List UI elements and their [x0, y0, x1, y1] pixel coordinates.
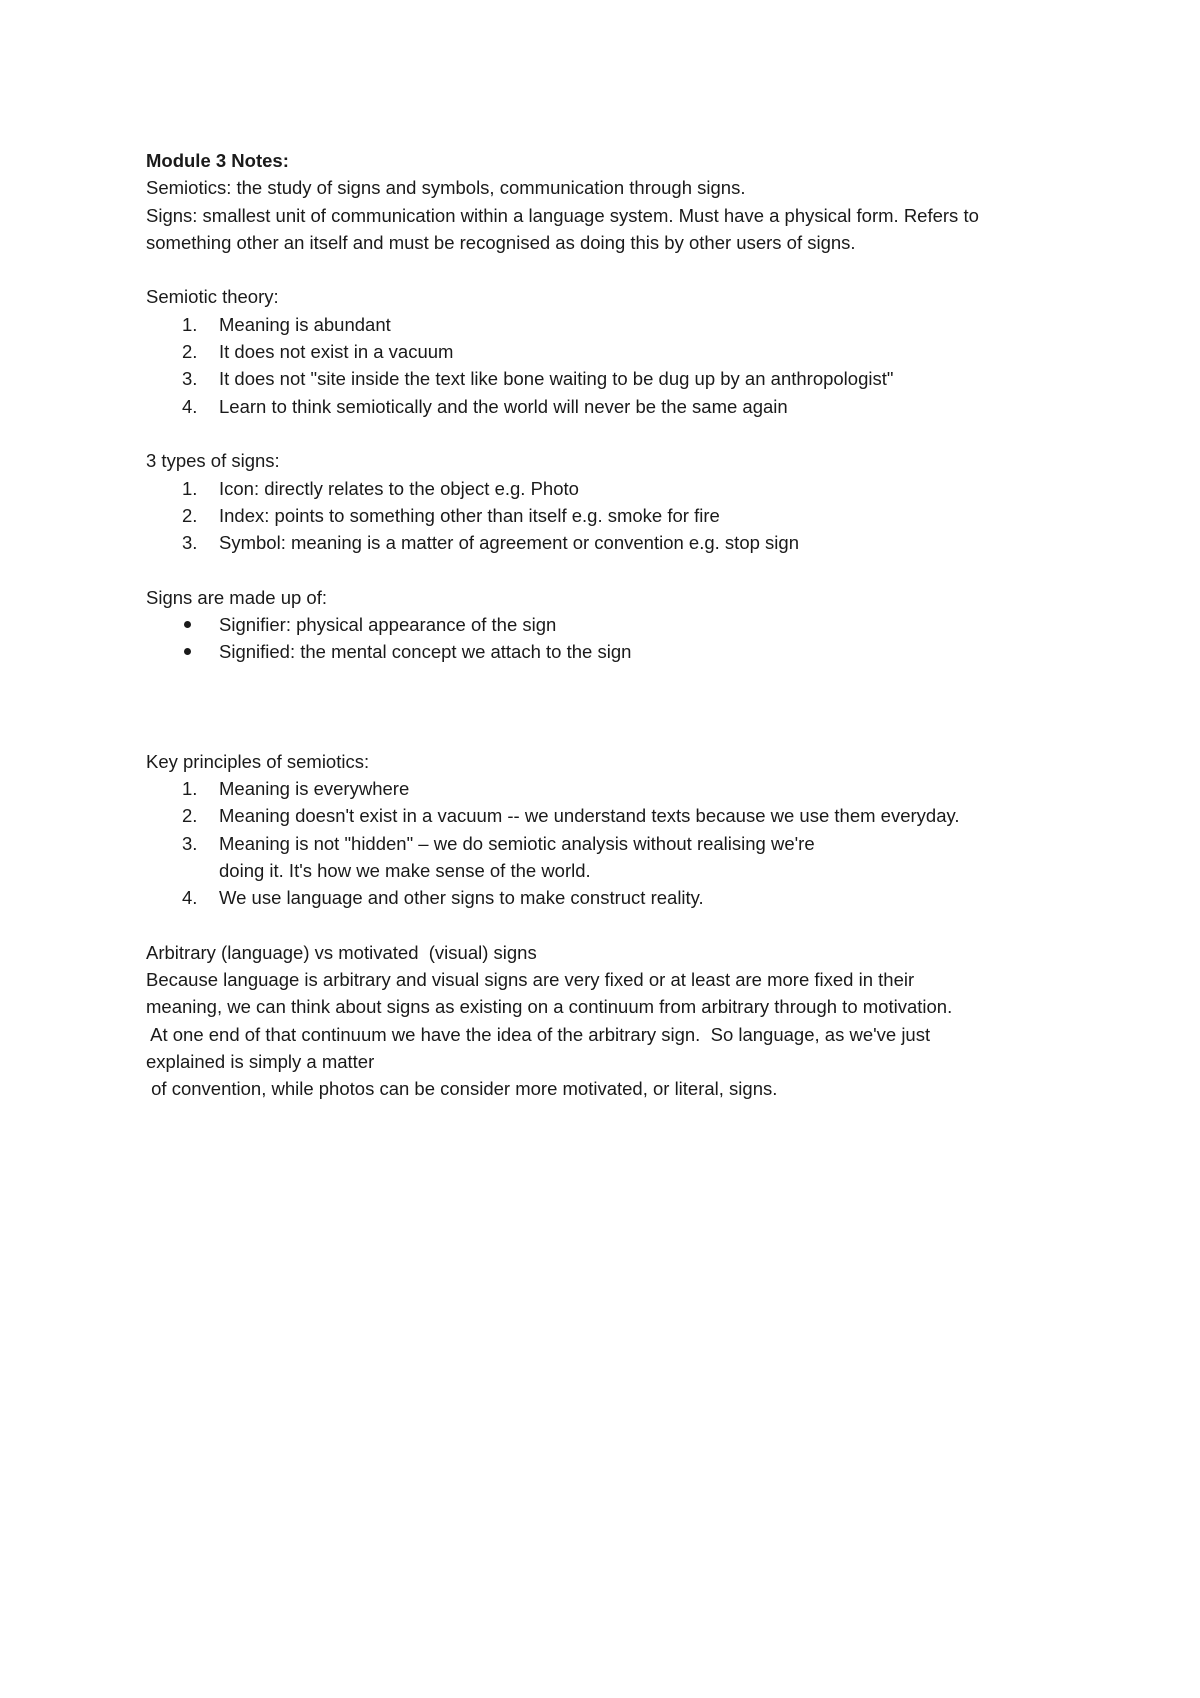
list-item — [146, 311, 1080, 338]
intro-line: something other an itself and must be recognised as doing this by other users of signs. — [146, 231, 856, 253]
list-item-text: Meaning is not "hidden" – we do semiotic analysis without realising we're doing it. It's how we make sense of the world. — [219, 832, 815, 881]
list-item-text: We use language and other signs to make construct reality. — [219, 887, 704, 909]
key-principles-heading: Key principles of semiotics: — [146, 750, 370, 772]
arbitrary-line: Because language is arbitrary and visual signs are very fixed or at least are more fixed in their — [146, 969, 915, 991]
semiotic-theory-heading: Semiotic theory: — [146, 286, 279, 308]
types-of-signs-heading: 3 types of signs: — [146, 450, 280, 472]
list-number: 2. — [182, 805, 198, 827]
list-number: 4. — [182, 395, 198, 417]
list-number: 2. — [182, 504, 198, 526]
list-number: 3. — [182, 532, 198, 554]
list-number: 3. — [182, 368, 198, 390]
arbitrary-line: explained is simply a matter — [146, 1050, 375, 1072]
arbitrary-line: meaning, we can think about signs as existing on a continuum from arbitrary through to motivation. — [146, 996, 953, 1018]
list-item — [146, 830, 1080, 885]
list-number: 3. — [182, 832, 198, 854]
spacer — [146, 256, 1080, 283]
list-number: 4. — [182, 887, 198, 909]
intro-line: Signs: smallest unit of communication within a language system. Must have a physical form. Refers to — [146, 204, 979, 226]
spacer — [146, 420, 1080, 447]
list-item — [146, 638, 1080, 665]
page-title: Module 3 Notes: — [146, 150, 289, 171]
key-principles-list — [146, 775, 1080, 911]
bullet-icon — [184, 621, 191, 628]
list-item — [146, 365, 1080, 392]
arbitrary-line: At one end of that continuum we have the idea of the arbitrary sign. So language, as we've just — [146, 1023, 931, 1045]
list-item-text: Signified: the mental concept we attach to the sign — [219, 641, 632, 663]
list-item-text: Symbol: meaning is a matter of agreement or convention e.g. stop sign — [219, 532, 799, 554]
list-item — [146, 884, 1080, 911]
list-number: 2. — [182, 341, 198, 363]
list-item-text: Learn to think semiotically and the world will never be the same again — [219, 395, 788, 417]
spacer — [146, 911, 1080, 938]
list-item — [146, 802, 1080, 829]
spacer — [146, 666, 1080, 748]
spacer — [146, 556, 1080, 583]
list-item-text: Meaning is everywhere — [219, 777, 410, 799]
list-number: 1. — [182, 477, 198, 499]
list-item-text: Meaning doesn't exist in a vacuum -- we understand texts because we use them everyday. — [219, 805, 960, 827]
list-number: 1. — [182, 313, 198, 335]
list-item-text: Signifier: physical appearance of the sign — [219, 614, 557, 636]
list-item — [146, 529, 1080, 556]
signs-made-up-list — [146, 611, 1080, 666]
signs-made-up-heading: Signs are made up of: — [146, 586, 327, 608]
arbitrary-heading: Arbitrary (language) vs motivated (visual) signs — [146, 941, 537, 963]
list-item — [146, 611, 1080, 638]
list-item — [146, 775, 1080, 802]
list-item — [146, 393, 1080, 420]
list-item-text: Icon: directly relates to the object e.g. Photo — [219, 477, 579, 499]
intro-line: Semiotics: the study of signs and symbols, communication through signs. — [146, 177, 746, 199]
list-item — [146, 475, 1080, 502]
types-of-signs-list — [146, 475, 1080, 557]
list-item-text: It does not "site inside the text like bone waiting to be dug up by an anthropologist" — [219, 368, 894, 390]
list-item-text: Index: points to something other than itself e.g. smoke for fire — [219, 504, 720, 526]
arbitrary-line: of convention, while photos can be consider more motivated, or literal, signs. — [146, 1078, 778, 1100]
semiotic-theory-list — [146, 311, 1080, 420]
list-item-text: Meaning is abundant — [219, 313, 391, 335]
bullet-icon — [184, 648, 191, 655]
list-item — [146, 502, 1080, 529]
list-item-text: It does not exist in a vacuum — [219, 341, 454, 363]
list-item — [146, 338, 1080, 365]
list-number: 1. — [182, 777, 198, 799]
